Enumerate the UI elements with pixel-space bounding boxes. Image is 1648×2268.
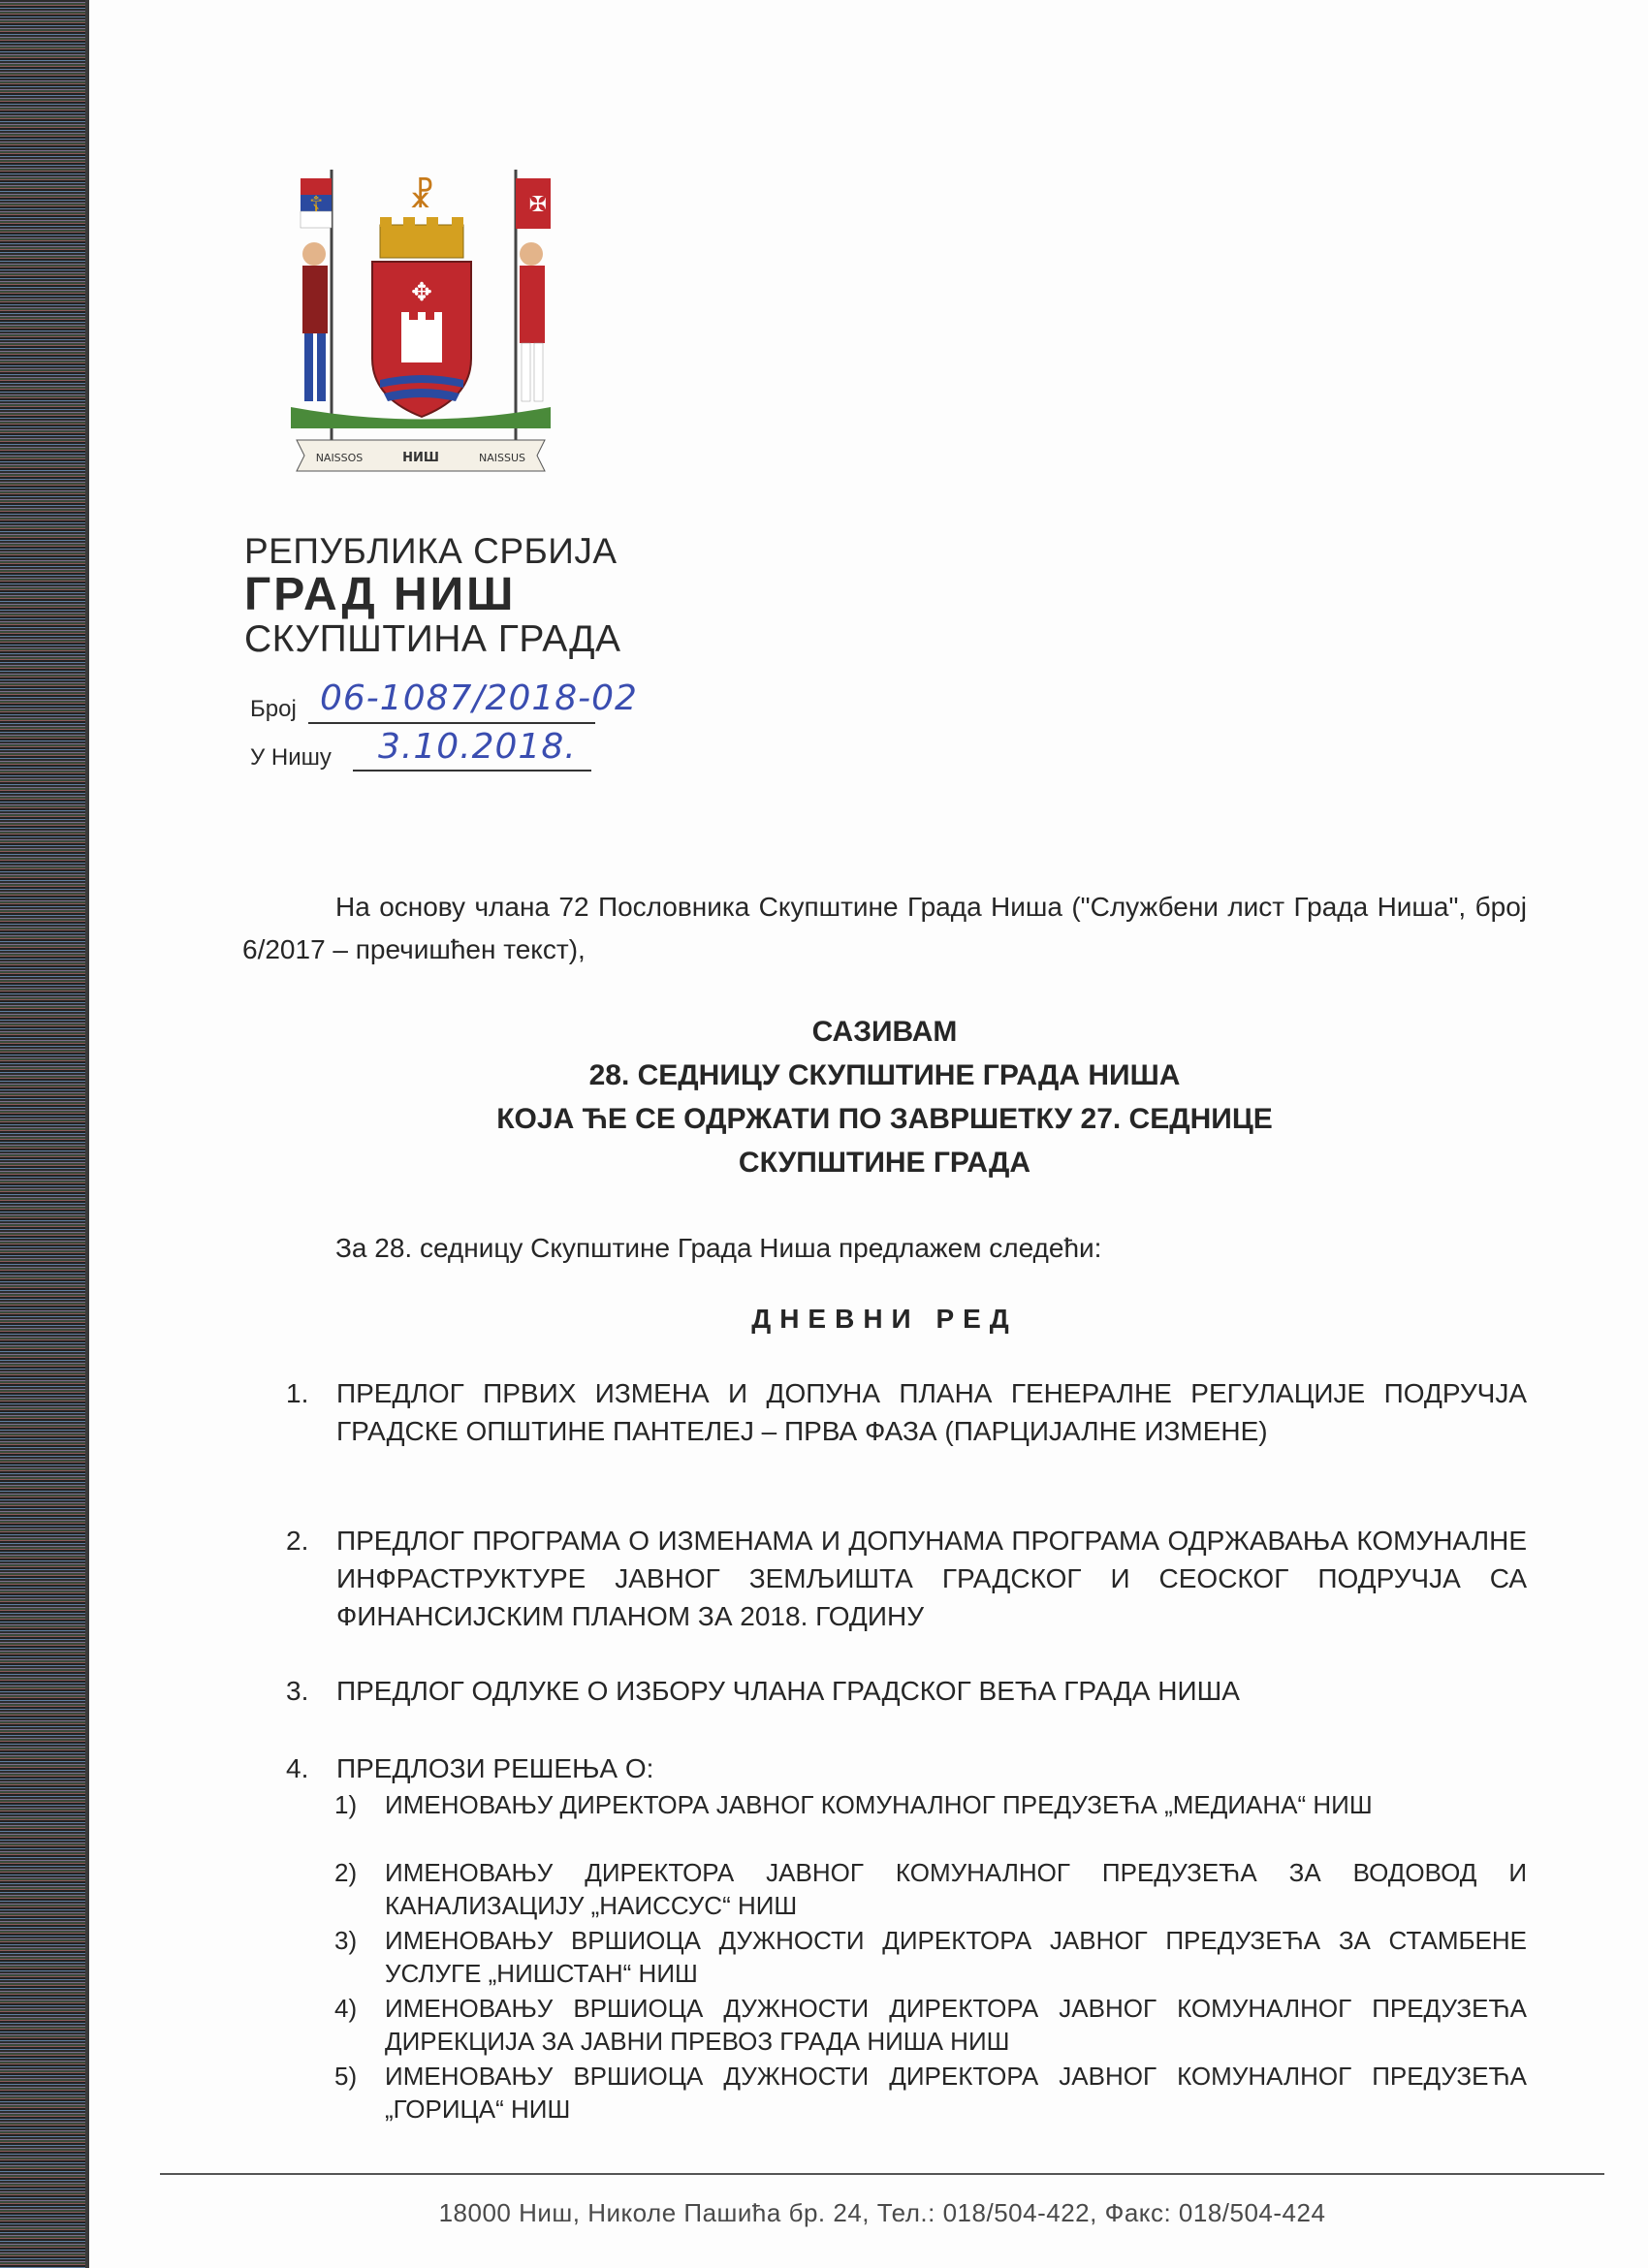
- agenda-item: [286, 1749, 1527, 1787]
- footer-address: 18000 Ниш, Николе Пашића бр. 24, Тел.: 018/504-422, Факс: 018/504-424: [438, 2198, 1326, 2227]
- svg-text:✠: ✠: [528, 193, 548, 217]
- agenda-subitem-number: 2): [334, 1858, 358, 1887]
- agenda-intro: За 28. седницу Скупштине Града Ниша предлажем следећи:: [335, 1233, 1102, 1263]
- crest-ribbon-right: NAISSUS: [479, 452, 525, 464]
- agenda-subitem: [334, 1924, 1527, 1990]
- preamble-paragraph: На основу члана 72 Пословника Скупштине Града Ниша ("Службени лист Града Ниша", број 6/2017 – пречишћен текст),: [242, 892, 1527, 964]
- city-coat-of-arms: [291, 165, 551, 485]
- place-label: У Нишу: [250, 744, 332, 771]
- agenda-subitem: [334, 1788, 1527, 1821]
- convocation-line: САЗИВАМ: [811, 1016, 958, 1048]
- date-handwritten: 3.10.2018.: [378, 727, 577, 767]
- agenda-subitem-text: ИМЕНОВАЊУ ВРШИОЦА ДУЖНОСТИ ДИРЕКТОРА ЈАВНОГ КОМУНАЛНОГ ПРЕДУЗЕЋА ДИРЕКЦИЈА ЗА ЈАВНИ ПРЕВОЗ ГРАДА НИША НИШ: [385, 1994, 1527, 2056]
- crest-ribbon-center: НИШ: [402, 451, 439, 465]
- agenda-subitem-text: ИМЕНОВАЊУ ВРШИОЦА ДУЖНОСТИ ДИРЕКТОРА ЈАВНОГ ПРЕДУЗЕЋА ЗА СТАМБЕНЕ УСЛУГЕ „НИШСТАН“ НИШ: [385, 1926, 1527, 1988]
- reference-number-underline: [308, 722, 595, 724]
- agenda-item: [286, 1522, 1527, 1635]
- agenda-subitem-text: ИМЕНОВАЊУ ДИРЕКТОРА ЈАВНОГ КОМУНАЛНОГ ПРЕДУЗЕЋА ЗА ВОДОВОД И КАНАЛИЗАЦИЈУ „НАИССУС“ НИШ: [385, 1858, 1527, 1920]
- agenda-subitem-text: ИМЕНОВАЊУ ДИРЕКТОРА ЈАВНОГ КОМУНАЛНОГ ПРЕДУЗЕЋА „МЕДИАНА“ НИШ: [385, 1790, 1373, 1819]
- agenda-item-text: ПРЕДЛОЗИ РЕШЕЊА О:: [336, 1753, 654, 1783]
- crest-ribbon-left: NAISSOS: [315, 452, 364, 464]
- agenda-item: [286, 1672, 1527, 1710]
- svg-text:☦: ☦: [308, 193, 324, 217]
- scan-edge-line: [85, 0, 89, 2268]
- agenda-item-text: ПРЕДЛОГ ОДЛУКЕ О ИЗБОРУ ЧЛАНА ГРАДСКОГ ВЕЋА ГРАДА НИША: [336, 1676, 1240, 1706]
- convocation-line: 28. СЕДНИЦУ СКУПШТИНЕ ГРАДА НИША: [588, 1059, 1181, 1091]
- agenda-item-text: ПРЕДЛОГ ПРОГРАМА О ИЗМЕНАМА И ДОПУНАМА ПРОГРАМА ОДРЖАВАЊА КОМУНАЛНЕ ИНФРАСТРУКТУРЕ ЈАВНОГ ЗЕМЉИШТА ГРАДСКОГ И СЕОСКОГ ПОДРУЧЈА СА ФИНАНСИЈСКИМ ПЛАНОМ ЗА 2018. ГОДИНУ: [336, 1526, 1527, 1631]
- agenda-title: ДНЕВНИ РЕД: [751, 1304, 1018, 1334]
- footer-divider: [160, 2173, 1604, 2175]
- reference-number-handwritten: 06-1087/2018-02: [320, 678, 638, 718]
- convocation-line: СКУПШТИНЕ ГРАДА: [738, 1147, 1031, 1179]
- agenda-subitem-number: 4): [334, 1994, 358, 2023]
- svg-text:✥: ✥: [411, 278, 432, 307]
- svg-text:☧: ☧: [408, 177, 435, 216]
- agenda-item-number: 3.: [286, 1676, 309, 1706]
- agenda-item-number: 4.: [286, 1753, 309, 1783]
- header-city: ГРАД НИШ: [244, 569, 517, 620]
- agenda-item-number: 1.: [286, 1378, 309, 1408]
- date-underline: [353, 770, 591, 772]
- agenda-subitem-text: ИМЕНОВАЊУ ВРШИОЦА ДУЖНОСТИ ДИРЕКТОРА ЈАВНОГ КОМУНАЛНОГ ПРЕДУЗЕЋА „ГОРИЦА“ НИШ: [385, 2062, 1527, 2124]
- agenda-subitem-number: 5): [334, 2062, 358, 2091]
- reference-number-label: Број: [250, 696, 297, 722]
- agenda-subitem: [334, 1856, 1527, 1922]
- agenda-subitem-number: 3): [334, 1926, 358, 1955]
- convocation-heading: [242, 1010, 1527, 1184]
- scan-edge-stripe: [0, 0, 85, 2268]
- agenda-item-number: 2.: [286, 1526, 309, 1556]
- header-assembly: СКУПШТИНА ГРАДА: [244, 618, 621, 660]
- agenda-subitem-number: 1): [334, 1790, 358, 1819]
- agenda-subitem: [334, 1992, 1527, 2058]
- convocation-line: КОЈА ЋЕ СЕ ОДРЖАТИ ПО ЗАВРШЕТКУ 27. СЕДНИЦЕ: [496, 1103, 1273, 1135]
- header-republic: РЕПУБЛИКА СРБИЈА: [244, 531, 618, 571]
- agenda-item-text: ПРЕДЛОГ ПРВИХ ИЗМЕНА И ДОПУНА ПЛАНА ГЕНЕРАЛНЕ РЕГУЛАЦИЈЕ ПОДРУЧЈА ГРАДСКЕ ОПШТИНЕ ПАНТЕЛЕЈ – ПРВА ФАЗА (ПАРЦИЈАЛНЕ ИЗМЕНЕ): [336, 1378, 1527, 1446]
- agenda-item: [286, 1374, 1527, 1450]
- agenda-subitem: [334, 2060, 1527, 2126]
